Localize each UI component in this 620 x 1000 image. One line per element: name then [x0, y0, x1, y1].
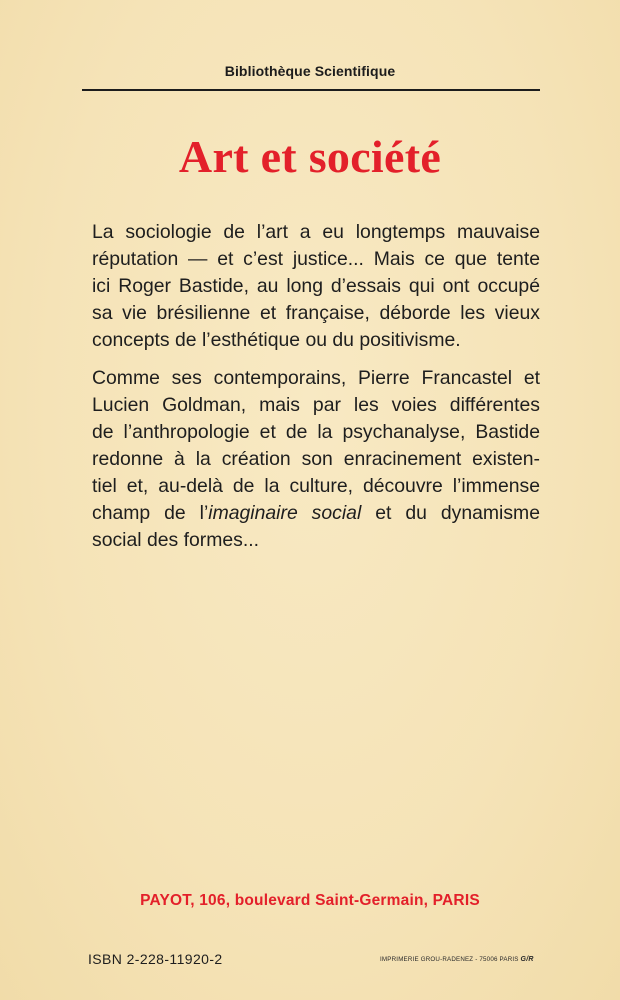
blurb-line: La sociologie de l’art a eu longtemps mauvaise [92, 221, 540, 243]
blurb-line: social des formes... [92, 529, 260, 551]
printer-imprint [380, 956, 534, 963]
italic-term: imaginaire social [208, 502, 362, 524]
blurb-line: réputation — et c’est justice... Mais ce que tente [92, 248, 540, 270]
blurb-line: de l’anthropologie et de la psychanalyse, Bastide [92, 421, 540, 443]
blurb-line: sa vie brésilienne et française, déborde les vieux [92, 302, 540, 324]
isbn-number: ISBN 2-228-11920-2 [88, 951, 223, 967]
blurb-line: tiel et, au-delà de la culture, découvre l’immense [92, 475, 540, 497]
publisher-address: PAYOT, 106, boulevard Saint-Germain, PARIS [140, 892, 480, 909]
blurb-line: concepts de l’esthétique ou du positivisme. [92, 329, 461, 351]
book-title: Art et société [178, 131, 442, 182]
blurb-fragment: et du dynamisme [361, 502, 540, 524]
series-rule-divider [82, 89, 540, 91]
blurb-paragraph-2 [92, 365, 540, 554]
blurb-line: ici Roger Bastide, au long d’essais qui ont occupé [92, 275, 540, 297]
series-name: Bibliothèque Scientifique [224, 63, 396, 79]
blurb-fragment: champ de l’ [92, 502, 209, 524]
blurb-paragraph-1 [92, 219, 540, 354]
printer-logo-mark: G/R [520, 956, 534, 963]
blurb-line: redonne à la création son enracinement existen- [92, 448, 540, 470]
blurb-line: Comme ses contemporains, Pierre Francastel et [92, 367, 540, 389]
blurb-line: Lucien Goldman, mais par les voies différentes [92, 394, 540, 416]
imprint-text: IMPRIMERIE GROU-RADENEZ - 75006 PARIS [380, 956, 519, 963]
blurb-line-with-italic [92, 500, 540, 527]
